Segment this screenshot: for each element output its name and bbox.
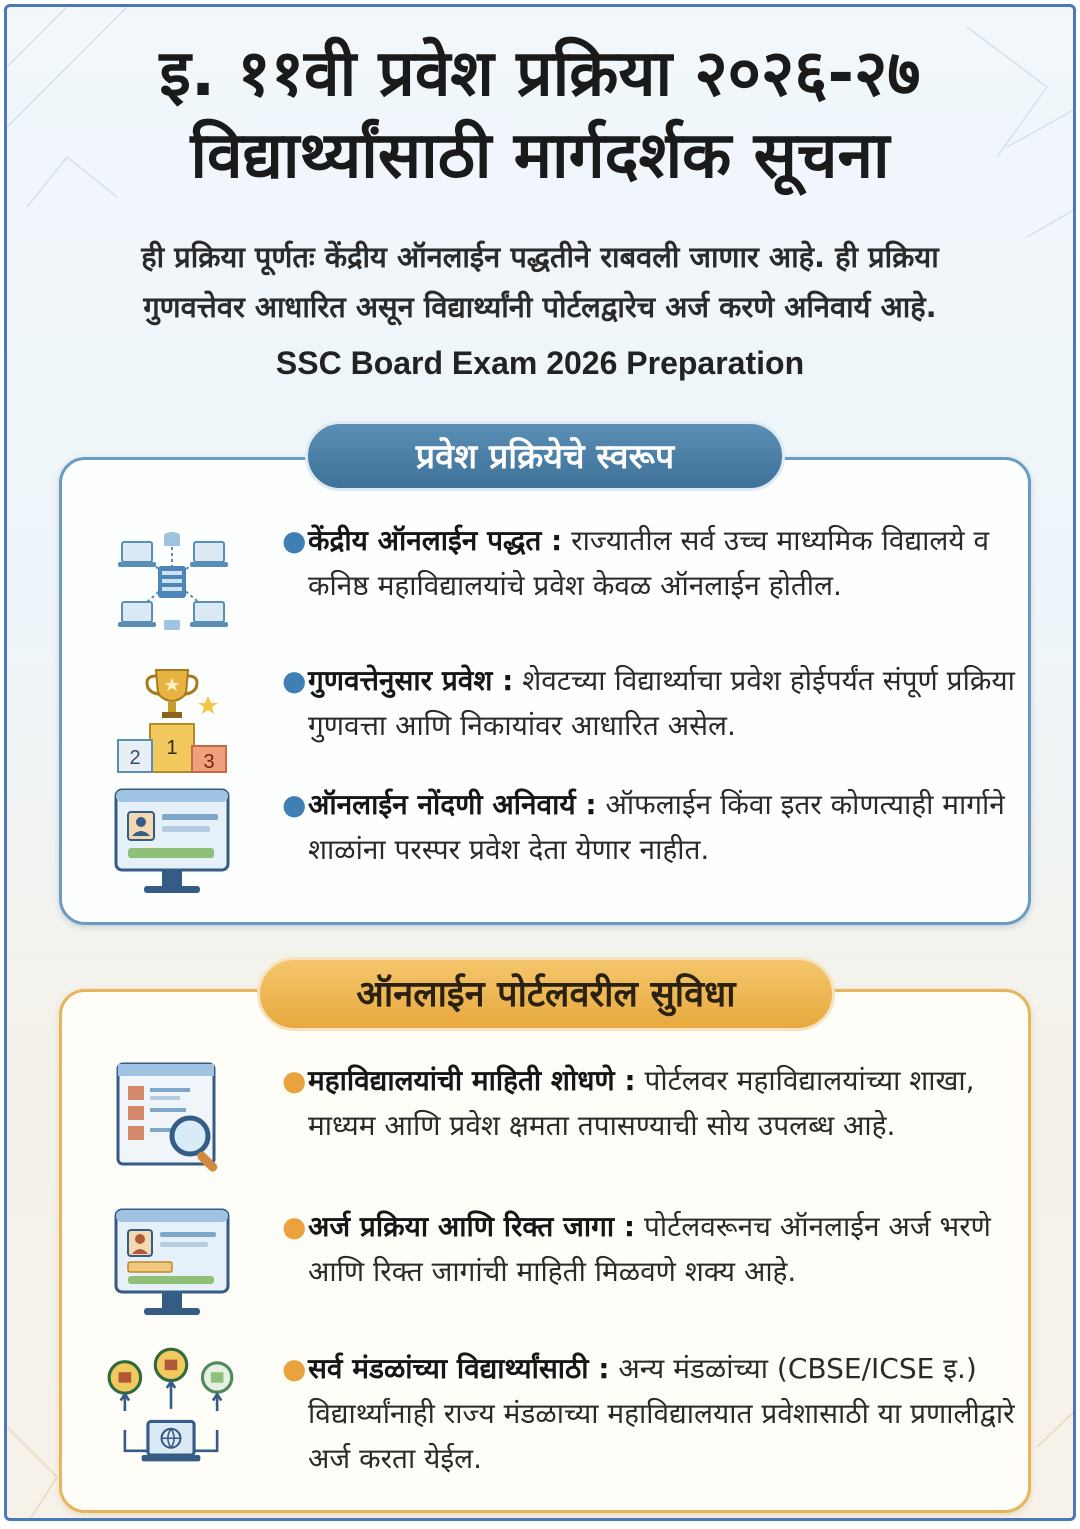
boards-emblems-laptop-icon: [106, 1346, 236, 1476]
list-item-title: सर्व मंडळांच्या विद्यार्थ्यांसाठी :: [308, 1352, 610, 1385]
podium-label-2: 2: [129, 747, 141, 769]
infographic-page: [4, 4, 1076, 1521]
bullet-dot: ●: [282, 1064, 307, 1097]
podium-label-3: 3: [203, 751, 215, 773]
list-item-title: गुणवत्तेनुसार प्रवेश :: [308, 664, 514, 697]
list-item-text: [282, 658, 1028, 748]
list-item-title: महाविद्यालयांची माहिती शोधणे :: [308, 1064, 636, 1097]
admission-process-card: [59, 457, 1031, 925]
list-item-body: अन्य मंडळांच्या (CBSE/ICSE इ.) विद्यार्थ्यांनाही राज्य मंडळाच्या महाविद्यालयात प्रवेशासाठी या प्रणालीद्वारे अर्ज करता येईल.: [308, 1352, 1015, 1475]
list-item-body: पोर्टलवरूनच ऑनलाईन अर्ज भरणे आणि रिक्त जागांची माहिती मिळवणे शक्य आहे.: [308, 1210, 991, 1288]
list-item-body: राज्यातील सर्व उच्च माध्यमिक विद्यालये व कनिष्ठ महाविद्यालयांचे प्रवेश केवळ ऑनलाईन होतील.: [308, 524, 990, 602]
bullet-dot: ●: [282, 1352, 307, 1385]
application-form-monitor-icon: [110, 1204, 234, 1328]
bullet-dot: ●: [282, 524, 307, 557]
list-item-body: पोर्टलवर महाविद्यालयांच्या शाखा, माध्यम आणि प्रवेश क्षमता तपासण्याची सोय उपलब्ध आहे.: [308, 1064, 975, 1142]
list-item-title: केंद्रीय ऑनलाईन पद्धत :: [308, 524, 563, 557]
section-heading-admission-process: प्रवेश प्रक्रियेचे स्वरूप: [305, 421, 785, 491]
list-item-text: [282, 1058, 1028, 1148]
list-item-text: [282, 1204, 1028, 1294]
bullet-dot: ●: [282, 664, 307, 697]
list-item-text: [282, 518, 1028, 608]
bullet-dot: ●: [282, 1210, 307, 1243]
intro-text-line1: ही प्रक्रिया पूर्णतः केंद्रीय ऑनलाईन पद्धतीने राबवली जाणार आहे. ही प्रक्रिया: [141, 240, 939, 274]
college-search-icon: [110, 1058, 234, 1182]
list-item-text: [282, 1346, 1028, 1481]
page-title-line2: विद्यार्थ्यांसाठी मार्गदर्शक सूचना: [190, 119, 890, 193]
english-subtitle: SSC Board Exam 2026 Preparation: [275, 345, 805, 381]
bullet-dot: ●: [282, 788, 307, 821]
page-title-line1: इ. ११वी प्रवेश प्रक्रिया २०२६-२७: [159, 37, 921, 111]
trophy-podium-icon: [110, 658, 234, 782]
portal-facilities-card: [59, 989, 1031, 1513]
list-item-body: ऑफलाईन किंवा इतर कोणत्याही मार्गाने शाळांना परस्पर प्रवेश देता येणार नाहीत.: [308, 788, 1005, 866]
list-item-text: [282, 782, 1028, 872]
section-heading-portal-facilities: ऑनलाईन पोर्टलवरील सुविधा: [257, 957, 835, 1031]
online-registration-monitor-icon: [110, 782, 234, 906]
podium-label-1: 1: [166, 737, 178, 759]
list-item-title: ऑनलाईन नोंदणी अनिवार्य :: [308, 788, 597, 821]
list-item-title: अर्ज प्रक्रिया आणि रिक्त जागा :: [308, 1210, 636, 1243]
list-item-body: शेवटच्या विद्यार्थ्याचा प्रवेश होईपर्यंत संपूर्ण प्रक्रिया गुणवत्ता आणि निकायांवर आधारित असेल.: [308, 664, 1015, 742]
intro-text-line2: गुणवत्तेवर आधारित असून विद्यार्थ्यांनी पोर्टलद्वारेच अर्ज करणे अनिवार्य आहे.: [143, 290, 937, 324]
network-servers-icon: [110, 518, 234, 642]
